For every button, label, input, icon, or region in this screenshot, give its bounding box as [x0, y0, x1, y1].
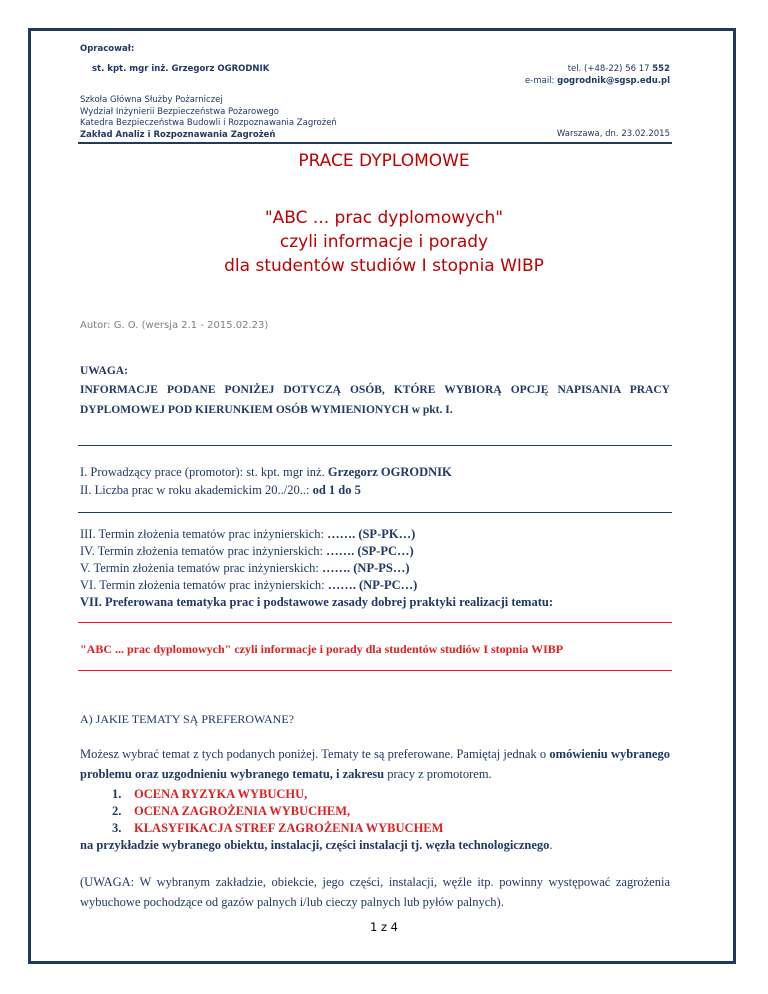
intro-bold: omówieniu wybranego problemu oraz uzgodnieniu wybranego tematu, i zakresu [80, 747, 670, 781]
email-prefix: e-mail: [525, 76, 558, 86]
term-label: IV. Termin złożenia tematów prac inżynierskich: [80, 544, 327, 558]
author-version: Autor: G. O. (wersja 2.1 - 2015.02.23) [80, 320, 269, 331]
list-text: OCENA RYZYKA WYBUCHU, [134, 787, 308, 801]
subtitle [0, 206, 768, 278]
section-a-intro [80, 744, 670, 784]
phone-ext: 552 [652, 64, 670, 74]
organization-block [80, 95, 337, 141]
topics-list [112, 786, 443, 837]
intro-text-end: pracy z promotorem. [384, 767, 492, 781]
header-divider [78, 142, 672, 144]
org-line: Katedra Bezpieczeństwa Budowli i Rozpoznawania Zagrożeń [80, 118, 337, 128]
divider [78, 512, 672, 513]
intro-text: Możesz wybrać temat z tych podanych poniżej. Tematy te są preferowane. Pamiętaj jednak o [80, 747, 550, 761]
prepared-by-label: Opracował: [80, 44, 135, 54]
page-title: PRACE DYPLOMOWE [298, 151, 470, 171]
org-line: Wydział Inżynierii Bezpieczeństwa Pożarowego [80, 106, 279, 117]
org-department: Zakład Analiz i Rozpoznawania Zagrożeń [80, 129, 276, 140]
example-end: . [549, 838, 553, 852]
term-value: ……. (NP-PC…) [327, 578, 418, 592]
list-number: 2. [112, 804, 122, 818]
list-number: 3. [112, 821, 122, 835]
thesis-count-value: od 1 do 5 [312, 483, 361, 497]
remark: (UWAGA: W wybranym zakładzie, obiekcie, jego części, instalacji, węźle itp. powinny występować zagrożenia wybuchowe pochodzące od gazów palnych i/lub cieczy palnych lub pyłów palnych). [80, 875, 670, 909]
date-place: Warszawa, dn. 23.02.2015 [556, 129, 670, 139]
divider [78, 445, 672, 446]
list-text: KLASYFIKACJA STREF ZAGROŻENIA WYBUCHEM [134, 821, 444, 835]
red-divider [78, 670, 672, 671]
list-item [112, 786, 443, 803]
term-line [80, 526, 670, 543]
promoter-line [80, 463, 670, 481]
section-a-heading: A) JAKIE TEMATY SĄ PREFEROWANE? [80, 712, 294, 726]
note-text: INFORMACJE PODANE PONIŻEJ DOTYCZĄ OSÓB, KTÓRE WYBIORĄ OPCJĘ NAPISANIA PRACY DYPLOMOWEJ POD KIERUNKIEM OSÓB WYMIENIONYCH w pkt. I. [80, 384, 670, 416]
term-value: ……. (SP-PK…) [327, 527, 416, 541]
term-line [80, 577, 670, 594]
author-name: st. kpt. mgr inż. Grzegorz OGRODNIK [92, 64, 270, 74]
subtitle-line: dla studentów studiów I stopnia WIBP [224, 256, 544, 276]
term-value: ……. (SP-PC…) [326, 544, 414, 558]
term-label: VI. Termin złożenia tematów prac inżynierskich: [80, 578, 328, 592]
term-label: V. Termin złożenia tematów prac inżynierskich: [80, 561, 322, 575]
list-number: 1. [112, 787, 122, 801]
term-label: III. Termin złożenia tematów prac inżynierskich: [80, 527, 328, 541]
term-value: ……. (NP-PS…) [322, 561, 410, 575]
terms-block [80, 526, 670, 611]
example-line [80, 836, 670, 854]
term-line [80, 543, 670, 560]
note-label: UWAGA: [80, 365, 128, 377]
list-item [112, 820, 443, 837]
example-text: na przykładzie wybranego obiektu, instalacji, części instalacji tj. węzła technologicznego [80, 838, 550, 852]
email-line [525, 76, 670, 88]
email-link[interactable]: gogrodnik@sgsp.edu.pl [557, 76, 670, 86]
list-item [112, 803, 443, 820]
term-line [80, 560, 670, 577]
page-number: 1 z 4 [370, 920, 398, 934]
org-line: Szkoła Główna Służby Pożarniczej [80, 95, 223, 105]
thesis-count-line [80, 481, 670, 499]
promoter-name: Grzegorz OGRODNIK [327, 465, 452, 479]
red-banner: "ABC ... prac dyplomowych" czyli informacje i porady dla studentów studiów I stopnia WIBP [80, 642, 564, 656]
list-text: OCENA ZAGROŻENIA WYBUCHEM, [134, 804, 351, 818]
promoter-label: I. Prowadzący prace (promotor): st. kpt. mgr inż. [80, 465, 328, 479]
phone-line [568, 64, 670, 76]
red-divider [78, 622, 672, 623]
subtitle-line: czyli informacje i porady [279, 232, 489, 252]
subtitle-line: "ABC ... prac dyplomowych" [264, 208, 504, 228]
preferred-topics-line: VII. Preferowana tematyka prac i podstawowe zasady dobrej praktyki realizacji tematu: [80, 595, 553, 609]
thesis-count-label: II. Liczba prac w roku akademickim 20../20..: [80, 483, 313, 497]
phone-prefix: tel. (+48-22) 56 17 [567, 64, 653, 74]
